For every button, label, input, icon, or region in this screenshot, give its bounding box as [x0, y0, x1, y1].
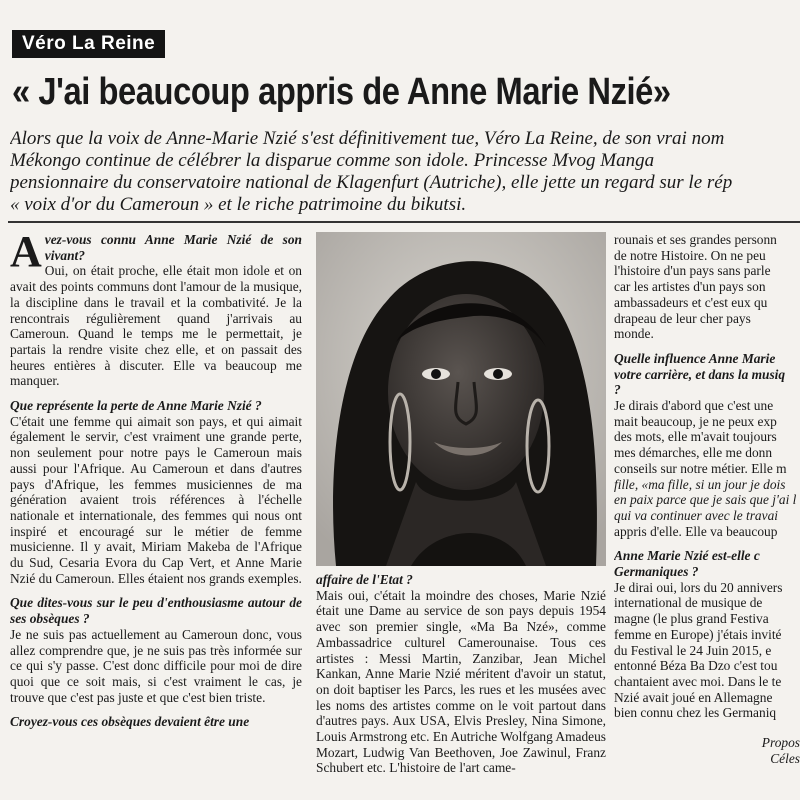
- portrait-photo: [316, 232, 606, 566]
- article-column-3: [614, 232, 800, 800]
- intro-line: « voix d'or du Cameroun » et le riche patrimoine du bikutsi.: [10, 194, 467, 215]
- answer-line: ambassadeurs et c'est eux qu: [614, 294, 768, 310]
- answer-line: fille, «ma fille, si un jour je dois: [614, 476, 786, 492]
- interview-answer: Je ne suis pas actuellement au Cameroun donc, vous allez comprendre que, je ne suis pas très informée sur ce qui s'y passe. C'est donc difficile pour moi de dire quoi que ce soit mais, si c'est vraiment le cas, je trouve que c'est pas juste et que c'est bien triste.: [10, 626, 302, 705]
- answer-line: appris d'elle. Elle va beaucoup: [614, 523, 778, 539]
- answer-line: du Festival le 24 Juin 2015, e: [614, 642, 772, 658]
- portrait-image: [316, 232, 606, 566]
- question-line: votre carrière, et dans la musiq: [614, 366, 786, 382]
- article-headline: « J'ai beaucoup appris de Anne Marie Nzié»: [12, 71, 671, 113]
- interview-question: Que représente la perte de Anne Marie Nzié ?: [10, 398, 262, 414]
- article-column-1: [10, 232, 302, 800]
- intro-line: Alors que la voix de Anne-Marie Nzié s'est définitivement tue, Véro La Reine, de son vrai nom: [10, 128, 725, 149]
- question-line: Anne Marie Nzié est-elle c: [614, 548, 760, 564]
- answer-line: femme en Europe) j'étais invité: [614, 626, 782, 642]
- answer-line: bien connu chez les Germaniq: [614, 705, 777, 721]
- question-line: ?: [614, 382, 621, 398]
- answer-line: Je dirai oui, lors du 20 annivers: [614, 579, 783, 595]
- answer-line: entonné Béza Ba Dzo c'est tou: [614, 658, 778, 674]
- answer-line: rounais et ses grandes personn: [614, 232, 777, 247]
- interview-question: Croyez-vous ces obsèques devaient être une: [10, 714, 250, 730]
- answer-line: magne (le plus grand Festiva: [614, 611, 769, 627]
- answer-line: conseils sur notre métier. Elle m: [614, 460, 787, 476]
- byline-name: Céles: [770, 750, 800, 766]
- question-line: Quelle influence Anne Marie: [614, 350, 776, 366]
- answer-line: l'histoire d'un pays sans parle: [614, 263, 771, 279]
- article-column-2: [316, 572, 606, 800]
- answer-line: des mots, elle m'avait toujours: [614, 429, 777, 445]
- answer-line: international de musique de: [614, 595, 763, 611]
- interview-question: Avez-vous connu Anne Marie Nzié de son vivant?: [10, 232, 302, 276]
- article-kicker: Véro La Reine: [12, 30, 165, 58]
- answer-line: drapeau de leur cher pays: [614, 310, 751, 326]
- answer-line: qui va continuer avec le travai: [614, 507, 778, 523]
- answer-line: chantaient avec moi. Dans le te: [614, 673, 782, 689]
- intro-line: pensionnaire du conservatoire national de Klagenfurt (Autriche), elle jette un regard sur le rép: [10, 172, 733, 193]
- intro-divider: [8, 221, 800, 223]
- answer-line: Je dirais d'abord que c'est une: [614, 398, 774, 414]
- answer-line: car les artistes d'un pays son: [614, 279, 766, 295]
- answer-line: mes démarches, elle me donn: [614, 445, 773, 461]
- interview-answer: Mais oui, c'était la moindre des choses, Marie Nzié était une Dame au service de son pays depuis 1954 avec son premier single, «Ma Ba Nzé», comme Ambassadrice culturel Camerounaise. Tous ces artistes : Messi Martin, Zanzibar, Jean Michel Kankan, Anne Marie Nzié méritent d'avoir un statut, on doit baptiser les Parcs, les rues et les musées avec les noms des artistes comme on le voit partout dans d'autres pays. Aux USA, Elvis Presley, Nina Simone, Louis Armstrong etc. En Autriche Wolfgang Amadeus Mozart, Ludwig Van Beethoven, Joe Zawinul, Franz Schubert etc. L'histoire de l'art came-: [316, 587, 606, 776]
- answer-line: de notre Histoire. On ne peu: [614, 247, 766, 263]
- answer-line: mait beaucoup, je ne peux exp: [614, 413, 777, 429]
- question-line: Germaniques ?: [614, 564, 699, 580]
- intro-line: Mékongo continue de célébrer la disparue comme son idole. Princesse Mvog Manga: [10, 150, 655, 171]
- byline: Propos: [761, 735, 800, 751]
- answer-line: monde.: [614, 326, 654, 342]
- article-intro: [10, 128, 800, 216]
- interview-question: Que dites-vous sur le peu d'enthousiasme autour de ses obsèques ?: [10, 595, 302, 627]
- interview-question: affaire de l'Etat ?: [316, 572, 413, 587]
- answer-line: en paix parce que je sais que j'ai l: [614, 492, 797, 508]
- answer-line: Nzié avait joué en Allemagne: [614, 689, 773, 705]
- interview-answer: C'était une femme qui aimait son pays, et qui aimait également le servir, c'est vraiment une grande perte, non seulement pour notre pays le Cameroun mais aussi pour l'Afrique. Au Cameroun et dans d'autres pays d'Afrique, les femmes musiciennes de ma génération avaient trois références à l'échelle nationale et internationale, des femmes qui nous ont inspiré et encouragé sur le métier de femme musicienne. Il y avait, Miriam Makeba de l'Afrique du Sud, Cesaria Evora du Cap Vert, et Anne Marie Nzié du Cameroun. Elles étaient nos grands exemples.: [10, 413, 302, 586]
- interview-answer: Oui, on était proche, elle était mon idole et on avait des points communs dont l'amour de la musique, la discipline dans le travail et la combativité. Je la rencontrais régulièrement quand j'arrivais au Cameroun. Quand le temps me le permettait, je partais la rendre visite chez elle, et on passait des heures entières à discuter. Elle va beaucoup me manquer.: [10, 263, 302, 389]
- drop-cap: A: [10, 232, 42, 276]
